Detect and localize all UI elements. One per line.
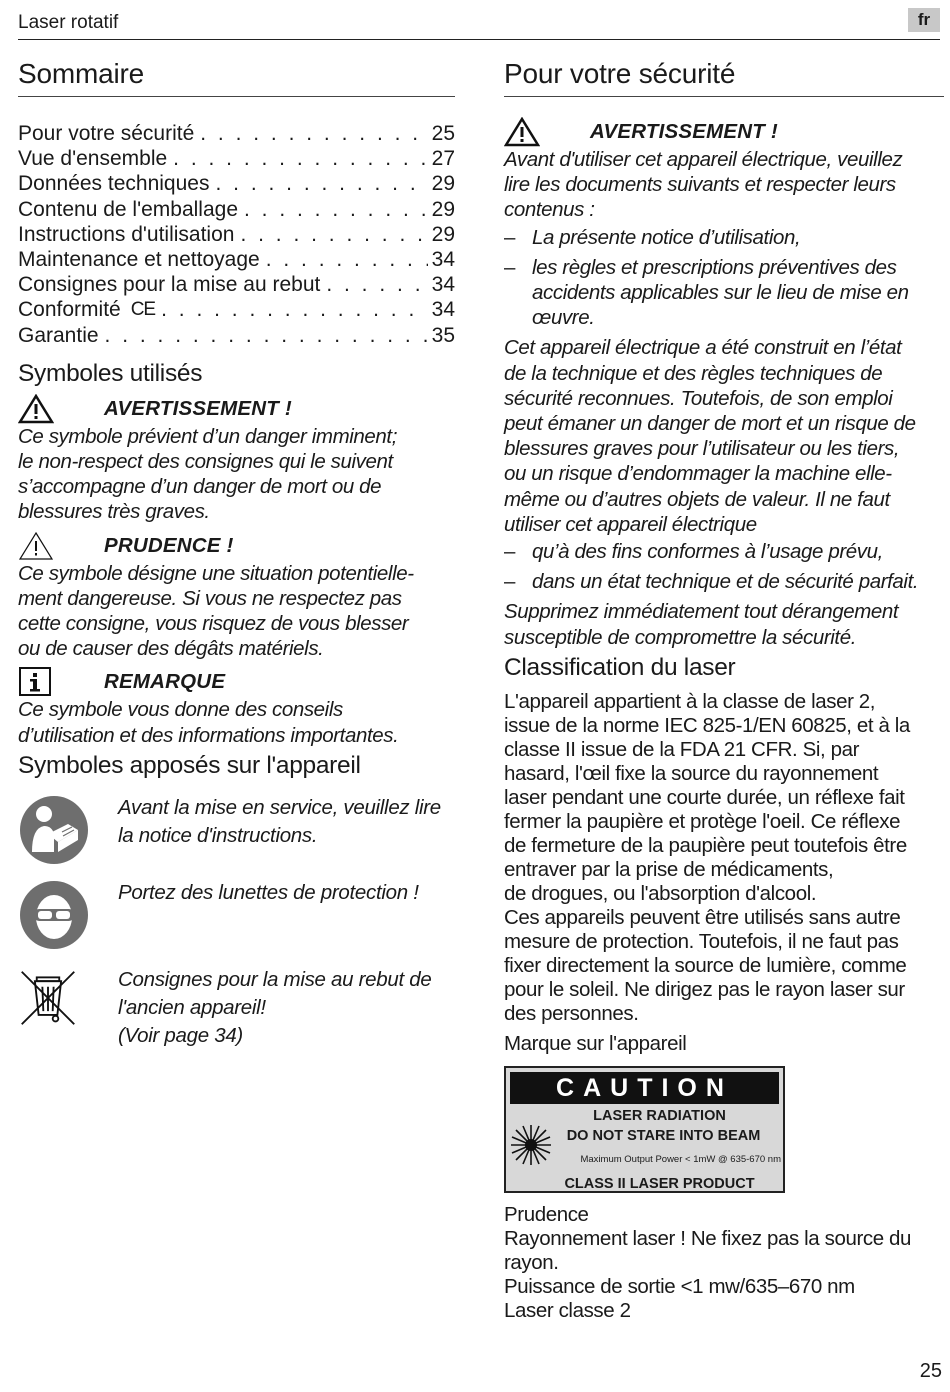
paragraph-line: ou un risque d’endommager la machine elle- [504, 462, 892, 486]
paragraph-line: peut émaner un danger de mort et un risque de [504, 412, 916, 436]
dash-bullet: – [504, 570, 516, 594]
paragraph-line: même ou d’autres objets de valeur. Il ne faut [504, 487, 890, 511]
toc-entry-title: Consignes pour la mise au rebut [18, 273, 321, 297]
toc-entry [18, 323, 455, 348]
mark-line: Prudence [504, 1202, 589, 1226]
toc-entry [18, 146, 455, 171]
mark-line: Rayonnement laser ! Ne fixez pas la source du [504, 1226, 912, 1250]
symbol-description-line: Ce symbole vous donne des conseils [18, 698, 343, 722]
document-item-line: La présente notice d’utilisation, [532, 225, 801, 249]
laser-starburst-icon [510, 1124, 552, 1166]
class-line: entraver par la prise de médicaments, [504, 857, 834, 881]
symbol-label: PRUDENCE ! [104, 533, 234, 557]
right-column [504, 58, 944, 1323]
toc-entry-page: 35 [431, 323, 455, 347]
toc-leader-dots [215, 171, 427, 196]
toc-entry-page: 27 [431, 147, 455, 171]
page-header [18, 8, 940, 40]
caution-triangle-icon [18, 531, 54, 561]
symbols-title: Symboles utilisés [18, 359, 203, 387]
toc-entry-title: Vue d'ensemble [18, 147, 168, 171]
crossed-bin-icon [18, 966, 118, 1035]
usage-item-text [532, 569, 918, 594]
mark-line: Puissance de sortie <1 mw/635–670 nm [504, 1274, 855, 1298]
mark-line: rayon. [504, 1250, 559, 1274]
language-badge: fr [908, 8, 940, 32]
toc-entry [18, 272, 455, 297]
intro-line: Avant d'utiliser cet appareil électrique, veuillez [504, 148, 903, 171]
symbols-list [18, 394, 455, 748]
class-line: hasard, l'œil fixe la source du rayonnement [504, 761, 879, 785]
caution-line-1: LASER RADIATION [593, 1107, 726, 1124]
usage-item [504, 569, 944, 594]
device-symbol-line: Consignes pour la mise au rebut de [118, 967, 432, 991]
paragraph-line: utiliser cet appareil électrique [504, 512, 757, 536]
paragraph-line: Cet appareil électrique a été construit en l’état [504, 336, 902, 360]
class-line: classe II issue de la FDA 21 CFR. Si, par [504, 737, 860, 761]
class-line: fixer directement la source de lumière, comme [504, 953, 907, 977]
symbol-heading [18, 394, 455, 424]
symbol-description-line: le non-respect des consignes qui le suivent [18, 449, 393, 473]
warning-label: AVERTISSEMENT ! [590, 120, 778, 143]
toc-leader-dots [326, 272, 427, 297]
paragraph-line: blessures graves pour l’utilisateur ou les tiers, [504, 437, 900, 461]
warning-triangle-icon [504, 117, 540, 147]
dash-bullet: – [504, 255, 516, 279]
usage-item-line: qu’à des fins conformes à l’usage prévu, [532, 540, 883, 564]
document-item [504, 255, 944, 331]
mark-title: Marque sur l'appareil [504, 1031, 687, 1055]
class-line: fermer la paupière et protège l'oeil. Ce réflexe [504, 809, 901, 833]
safety-intro [504, 147, 944, 223]
header-title: Laser rotatif [18, 12, 119, 33]
device-symbol-entry [18, 794, 455, 871]
device-symbol-line: l'ancien appareil! [118, 995, 266, 1019]
toc-entry [18, 297, 455, 322]
caution-word: CAUTION [510, 1072, 779, 1104]
warning-triangle-icon [18, 394, 54, 424]
symbol-description-line: blessures très graves. [18, 500, 210, 524]
intro-line: contenus : [504, 198, 595, 222]
toc-entry-title: Instructions d'utilisation [18, 222, 235, 246]
toc-entry-page: 34 [431, 273, 455, 297]
class-line: laser pendant une courte durée, un réflexe fait [504, 785, 905, 809]
document-item-line: œuvre. [532, 306, 595, 330]
device-symbols-title: Symboles apposés sur l'appareil [18, 751, 361, 779]
symbol-label: REMARQUE [104, 670, 226, 694]
toc-leader-dots [266, 247, 428, 272]
toc-entry-title: Données techniques [18, 172, 210, 196]
symbol-description-line: ou de causer des dégâts matériels. [18, 637, 324, 661]
symbol-description [18, 424, 455, 525]
class-title: Classification du laser [504, 653, 736, 681]
paragraph-line: sécurité reconnues. Toutefois, de son emploi [504, 386, 893, 410]
device-symbol-line: Avant la mise en service, veuillez lire [118, 795, 441, 819]
symbol-description-line: Ce symbole prévient d’un danger imminent; [18, 424, 397, 448]
symbol-description-line: cette consigne, vous risquez de vous blesser [18, 611, 409, 635]
class-line: L'appareil appartient à la classe de laser 2, [504, 689, 876, 713]
caution-line-3: Maximum Output Power < 1mW @ 635-670 nm [580, 1153, 781, 1165]
mark-line: Laser classe 2 [504, 1298, 631, 1322]
toc-entry-title: Maintenance et nettoyage [18, 247, 260, 271]
toc-entry-page: 29 [431, 197, 455, 221]
class-line: Ces appareils peuvent être utilisés sans autre [504, 905, 901, 929]
toc-entry-title: Garantie [18, 323, 99, 347]
device-symbol-text [118, 794, 441, 850]
toc-entry [18, 121, 455, 146]
toc-entry-page: 34 [431, 247, 455, 271]
toc-entry-title: Contenu de l'emballage [18, 197, 238, 221]
ce-mark: CE [130, 299, 156, 321]
toc-leader-dots [161, 297, 428, 322]
read-manual-icon [18, 794, 118, 871]
toc-entry-page: 29 [431, 172, 455, 196]
usage-list [504, 539, 944, 594]
table-of-contents [18, 121, 455, 348]
toc-entry-page: 25 [431, 122, 455, 145]
class-line: de fermeture de la paupière peut toutefois être [504, 833, 907, 857]
toc-entry-page: 29 [431, 222, 455, 246]
symbol-entry [18, 531, 455, 662]
document-item-text [532, 225, 800, 250]
document-item-line: accidents applicables sur le lieu de mise en [532, 281, 909, 305]
usage-item-text [532, 539, 883, 564]
safety-title: Pour votre sécurité [504, 58, 944, 97]
device-symbols-list [18, 794, 455, 1050]
intro-line: lire les documents suivants et respecter leurs [504, 173, 896, 197]
toc-leader-dots [240, 222, 427, 247]
caution-label [504, 1066, 785, 1193]
document-item [504, 225, 944, 250]
device-symbol-entry [18, 966, 455, 1050]
class-line: issue de la norme IEC 825-1/EN 60825, et à la [504, 713, 910, 737]
dash-bullet: – [504, 225, 516, 249]
closing-line: susceptible de compromettre la sécurité. [504, 625, 857, 649]
caution-line-4: CLASS II LASER PRODUCT [564, 1175, 755, 1192]
summary-title: Sommaire [18, 58, 455, 97]
class-line: mesure de protection. Toutefois, il ne faut pas [504, 929, 899, 953]
dash-bullet: – [504, 540, 516, 564]
symbol-heading [18, 531, 455, 561]
class-line: des personnes. [504, 1001, 639, 1025]
document-list [504, 225, 944, 331]
symbol-description-line: s’accompagne d’un danger de mort ou de [18, 475, 382, 499]
toc-entry [18, 171, 455, 196]
safety-goggles-icon [18, 879, 118, 956]
toc-entry-title: Pour votre sécurité [18, 122, 195, 145]
paragraph-line: de la technique et des règles techniques de [504, 361, 883, 385]
symbol-heading [18, 667, 455, 697]
device-symbol-line: la notice d'instructions. [118, 823, 318, 847]
device-symbol-entry [18, 879, 455, 956]
symbol-description-line: ment dangereuse. Si vous ne respectez pas [18, 586, 402, 610]
usage-item [504, 539, 944, 564]
class-paragraph [504, 690, 944, 1026]
device-symbol-line: (Voir page 34) [118, 1023, 243, 1047]
toc-entry-page: 34 [431, 298, 455, 322]
symbol-description [18, 561, 455, 662]
document-item-line: les règles et prescriptions préventives des [532, 255, 897, 279]
symbol-description-line: Ce symbole désigne une situation potentielle- [18, 561, 414, 585]
symbol-description [18, 697, 455, 747]
toc-leader-dots [173, 146, 427, 171]
usage-item-line: dans un état technique et de sécurité parfait. [532, 570, 919, 594]
symbol-entry [18, 667, 455, 747]
toc-entry [18, 247, 455, 272]
toc-leader-dots [244, 197, 428, 222]
closing-line: Supprimez immédiatement tout dérangement [504, 600, 899, 624]
safety-paragraph [504, 335, 944, 537]
toc-leader-dots [200, 121, 427, 146]
toc-entry-title: Conformité [18, 298, 121, 322]
device-symbol-text [118, 879, 419, 907]
info-icon [18, 667, 54, 697]
document-item-text [532, 255, 909, 331]
symbol-description-line: d’utilisation et des informations importantes. [18, 723, 399, 747]
symbol-entry [18, 394, 455, 525]
class-line: pour le soleil. Ne dirigez pas le rayon laser sur [504, 977, 905, 1001]
mark-paragraph [504, 1203, 944, 1323]
caution-line-2: DO NOT STARE INTO BEAM [566, 1127, 761, 1144]
device-symbol-line: Portez des lunettes de protection ! [118, 880, 419, 904]
toc-entry [18, 222, 455, 247]
class-line: de drogues, ou l'absorption d'alcool. [504, 881, 817, 905]
safety-closing [504, 599, 944, 649]
warning-heading [504, 117, 944, 147]
toc-leader-dots [105, 323, 428, 348]
page-number: 25 [919, 1360, 942, 1382]
symbol-label: AVERTISSEMENT ! [104, 396, 292, 420]
device-symbol-text [118, 966, 431, 1050]
toc-entry [18, 197, 455, 222]
left-column [18, 58, 455, 1050]
